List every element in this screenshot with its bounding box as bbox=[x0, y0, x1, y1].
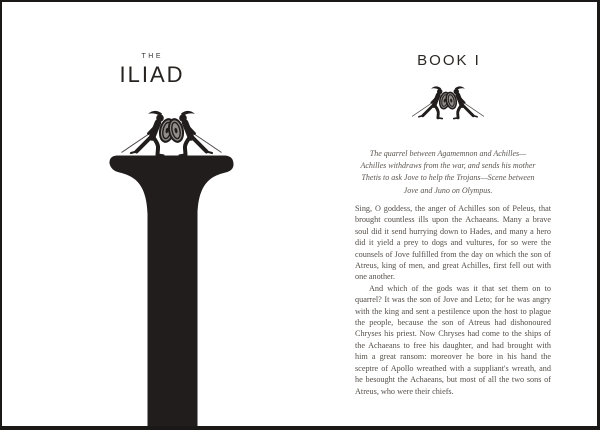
text-line: The quarrel between Agamemnon and Achilles— bbox=[369, 149, 527, 158]
right-page bbox=[299, 2, 597, 426]
text-line: Jove and Juno on Olympus. bbox=[403, 185, 493, 195]
text-line: Sing, O goddess, the anger of Achilles son of Peleus, that brought countless ills upon the Achaeans. Many a brave soul did it send hurrying down to Hades, and many a hero did it yield a prey to dogs and vultures, for so were the counsels of Jove fulfilled from the day on which the son of Atreus, king of men, and great Achilles, first fell out with one another. bbox=[355, 204, 551, 282]
book-title: ILIAD bbox=[119, 62, 185, 87]
text-line: Thetis to ask Jove to help the Trojans—Scene between bbox=[361, 173, 535, 183]
chapter-summary bbox=[299, 148, 597, 197]
chapter-ornament bbox=[299, 84, 597, 125]
greek-warriors-duel-icon bbox=[412, 84, 484, 120]
text-line: And which of the gods was it that set them on to quarrel? It was the son of Jove and Leto; for he was angry with the king and sent a pestilence upon the host to plague the people, because the son of Atreus had dishonoured Chryses his priest. Now Chryses had come to the ships of the Achaeans to free his daughter, and had brought with him a great ransom: moreover he bore in his hand the sceptre of Apollo wreathed with a suppliant's wreath, and he besought the Achaeans, but most of all the two sons of Atreus, who were their chiefs. bbox=[355, 283, 551, 396]
capital-i-column-illustration bbox=[2, 2, 300, 426]
column-glyph bbox=[109, 156, 233, 427]
text-line: Achilles withdraws from the war, and sends his mother bbox=[360, 161, 536, 171]
book-pretitle: THE bbox=[141, 53, 163, 60]
left-page bbox=[2, 2, 300, 426]
chapter-body-text bbox=[355, 203, 551, 397]
greek-warriors-duel-icon bbox=[122, 111, 222, 156]
chapter-heading: BOOK I bbox=[417, 52, 481, 69]
